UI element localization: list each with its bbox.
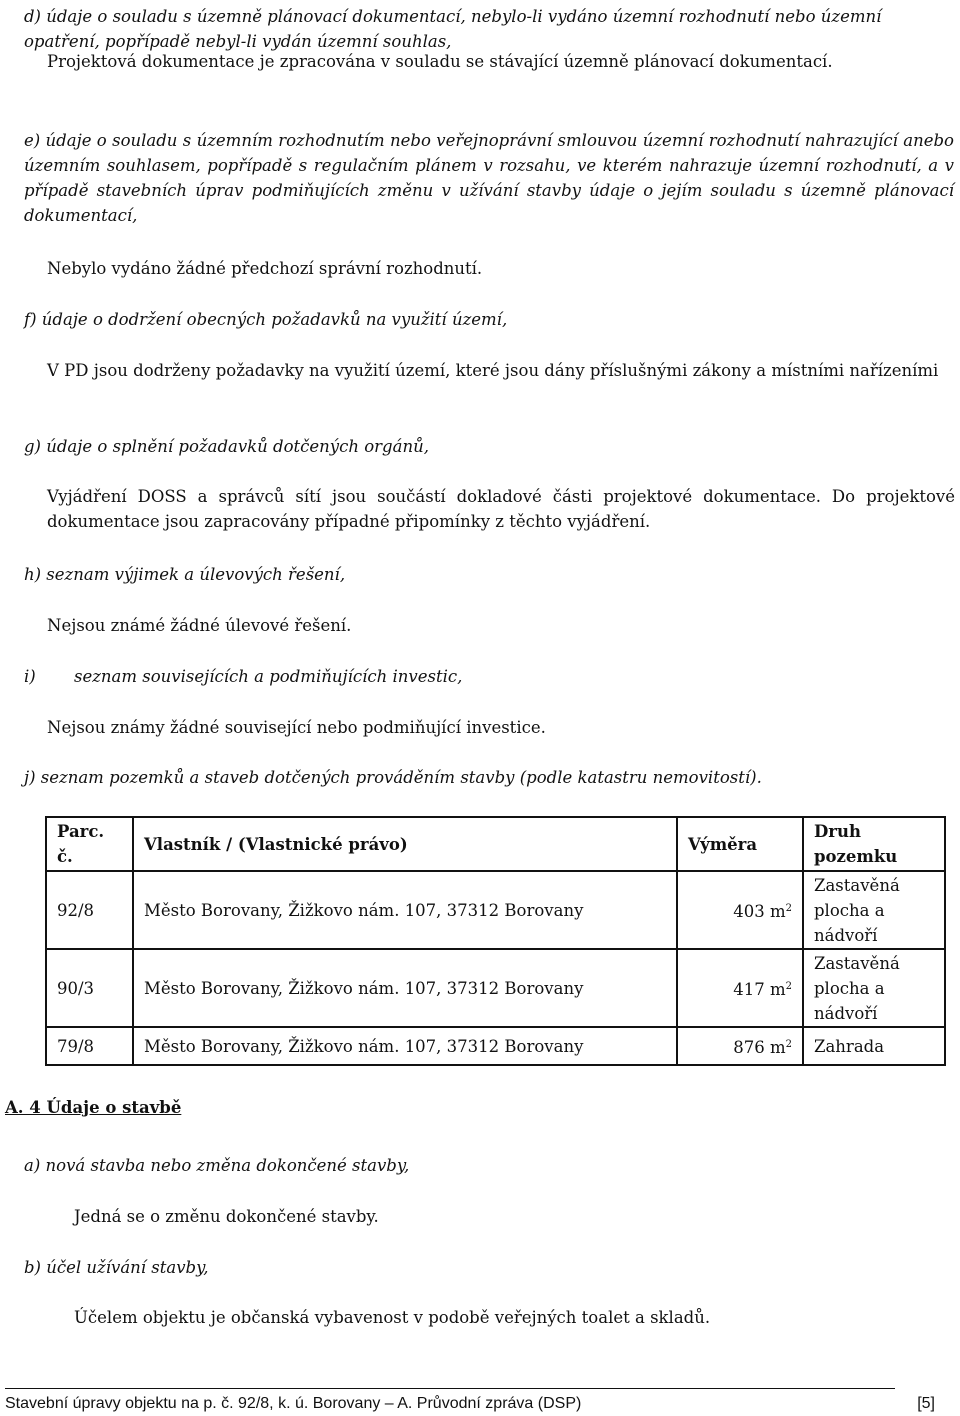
section-d-title: d) údaje o souladu s územně plánovací dokumentací, nebylo-li vydáno územní rozhodnutí nebo územní opatření, popřípadě nebyl-li vydán územní souhlas, bbox=[24, 7, 882, 51]
header-kind: Druh pozemku bbox=[803, 817, 945, 871]
cell-parc: 79/8 bbox=[46, 1027, 133, 1065]
section-a4-b-title: b) účel užívání stavby, bbox=[24, 1258, 209, 1277]
table-header-row bbox=[46, 817, 945, 871]
parcel-table bbox=[45, 816, 946, 1066]
footer-divider bbox=[5, 1388, 895, 1389]
cell-parc: 92/8 bbox=[46, 871, 133, 949]
section-i-title: seznam souvisejících a podmiňujících investic, bbox=[74, 667, 463, 686]
section-g-title: g) údaje o splnění požadavků dotčených orgánů, bbox=[24, 437, 429, 456]
cell-owner: Město Borovany, Žižkovo nám. 107, 37312 Borovany bbox=[133, 871, 677, 949]
section-i-text: Nejsou známy žádné související nebo podmiňující investice. bbox=[47, 718, 546, 737]
section-g-text: Vyjádření DOSS a správců sítí jsou součástí dokladové části projektové dokumentace. Do projektové dokumentace jsou zapracovány případné připomínky z těchto vyjádření. bbox=[47, 487, 955, 531]
cell-area bbox=[677, 871, 803, 949]
header-owner: Vlastník / (Vlastnické právo) bbox=[133, 817, 677, 871]
section-a4-a-title: a) nová stavba nebo změna dokončené stavby, bbox=[24, 1156, 410, 1175]
cell-kind: Zastavěná plocha a nádvoří bbox=[803, 871, 945, 949]
section-e-text: Nebylo vydáno žádné předchozí správní rozhodnutí. bbox=[47, 259, 483, 278]
table-row bbox=[46, 1027, 945, 1065]
section-a4-b-text: Účelem objektu je občanská vybavenost v podobě veřejných toalet a skladů. bbox=[74, 1308, 711, 1327]
page-number: [5] bbox=[917, 1395, 935, 1412]
area-value: 417 m bbox=[733, 980, 786, 999]
section-a4-heading: A. 4 Údaje o stavbě bbox=[5, 1098, 182, 1117]
area-unit-sup: 2 bbox=[785, 903, 792, 914]
area-value: 876 m bbox=[733, 1038, 786, 1057]
section-j-title: j) seznam pozemků a staveb dotčených prováděním stavby (podle katastru nemovitostí). bbox=[24, 768, 762, 787]
page-footer bbox=[5, 1394, 935, 1416]
section-f-text: V PD jsou dodrženy požadavky na využití území, které jsou dány příslušnými zákony a místními nařízeními bbox=[47, 361, 939, 380]
cell-parc: 90/3 bbox=[46, 949, 133, 1027]
section-d-text: Projektová dokumentace je zpracována v souladu se stávající územně plánovací dokumentací. bbox=[47, 52, 833, 71]
area-unit-sup: 2 bbox=[785, 981, 792, 992]
section-i-label: i) bbox=[24, 667, 36, 686]
table-row bbox=[46, 949, 945, 1027]
footer-text: Stavební úpravy objektu na p. č. 92/8, k. ú. Borovany – A. Průvodní zpráva (DSP) bbox=[5, 1395, 582, 1412]
header-parc: Parc. č. bbox=[46, 817, 133, 871]
cell-area bbox=[677, 949, 803, 1027]
table-row bbox=[46, 871, 945, 949]
section-f-title: f) údaje o dodržení obecných požadavků na využití území, bbox=[24, 310, 508, 329]
cell-area bbox=[677, 1027, 803, 1065]
cell-kind: Zastavěná plocha a nádvoří bbox=[803, 949, 945, 1027]
section-h-text: Nejsou známé žádné úlevové řešení. bbox=[47, 616, 352, 635]
section-e-title: e) údaje o souladu s územním rozhodnutím nebo veřejnoprávní smlouvou územní rozhodnutí nahrazující anebo územním souhlasem, popřípadě s regulačním plánem v rozsahu, ve kterém nahrazuje územní rozhodnutí, a v případě stavebních úprav podmiňujících změnu v užívání stavby údaje o jejím souladu s územně plánovací dokumentací, bbox=[24, 131, 954, 225]
area-unit-sup: 2 bbox=[785, 1039, 792, 1050]
section-h-title: h) seznam výjimek a úlevových řešení, bbox=[24, 565, 346, 584]
section-a4-a-text: Jedná se o změnu dokončené stavby. bbox=[74, 1207, 379, 1226]
area-value: 403 m bbox=[733, 902, 786, 921]
cell-kind: Zahrada bbox=[803, 1027, 945, 1065]
cell-owner: Město Borovany, Žižkovo nám. 107, 37312 Borovany bbox=[133, 949, 677, 1027]
cell-owner: Město Borovany, Žižkovo nám. 107, 37312 Borovany bbox=[133, 1027, 677, 1065]
header-area: Výměra bbox=[677, 817, 803, 871]
